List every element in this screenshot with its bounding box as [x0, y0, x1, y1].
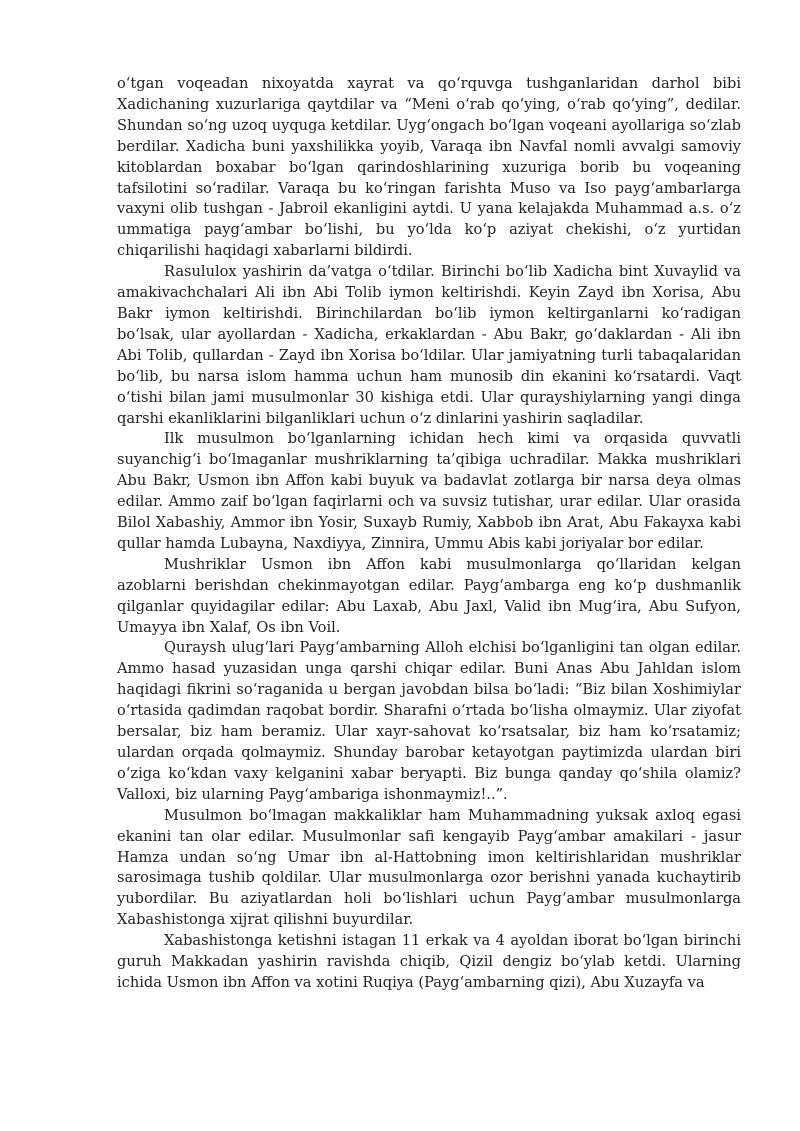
- paragraph-6: Musulmon bo‘lmagan makkaliklar ham Muhammadning yuksak axloq egasi ekanini tan olar edilar. Musulmonlar safi kengayib Payg‘ambar amakilari - jasur Hamza undan so‘ng Umar ibn al-Hattobning imon keltirishlaridan mushriklar sarosimaga tushib qoldilar. Ular musulmonlarga ozor berishni yanada kuchaytirib yubordilar. Bu aziyatlardan holi bo‘lishlari uchun Payg‘ambar musulmonlarga Xabashistonga xijrat qilishni buyurdilar.: [117, 806, 741, 929]
- paragraph-3: Ilk musulmon bo‘lganlarning ichidan hech kimi va orqasida quvvatli suyanchig‘i bo‘lmaganlar mushriklarning ta’qibiga uchradilar. Makka mushriklari Abu Bakr, Usmon ibn Affon kabi buyuk va badavlat zotlarga bir narsa deya olmas edilar. Ammo zaif bo‘lgan faqirlarni och va suvsiz tutishar, urar edilar. Ular orasida Bilol Xabashiy, Ammor ibn Yosir, Suxayb Rumiy, Xabbob ibn Arat, Abu Fakayxa kabi qullar hamda Lubayna, Naxdiyya, Zinnira, Ummu Abis kabi joriyalar bor edilar.: [117, 430, 741, 552]
- body-text: [117, 74, 741, 994]
- paragraph-5: Quraysh ulug‘lari Payg‘ambarning Alloh elchisi bo‘lganligini tan olgan edilar. Ammo hasad yuzasidan unga qarshi chiqar edilar. Buni Anas Abu Jahldan islom haqidagi fikrini so‘raganida u bergan javobdan bilsa bo‘ladi: “Biz bilan Xoshimiylar o‘rtasida qadimdan raqobat bordir. Sharafni o‘rtada bo‘lisha olmaymiz. Ular ziyofat bersalar, biz ham beramiz. Ular xayr-sahovat ko‘rsatsalar, biz ham ko‘rsatamiz; ulardan orqada qolmaymiz. Shunday barobar ketayotgan paytimizda ulardan biri o‘ziga ko‘kdan vaxy kelganini xabar beryapti. Biz bunga qanday qo‘shila olamiz? Valloxi, biz ularning Payg‘ambariga ishonmaymiz!..”.: [117, 639, 741, 803]
- paragraph-1: o‘tgan voqeadan nixoyatda xayrat va qo‘rquvga tushganlaridan darhol bibi Xadichaning xuzurlariga qaytdilar va “Meni o‘rab qo‘ying, o‘rab qo‘ying”, dedilar. Shundan so‘ng uzoq uyquga ketdilar. Uyg‘ongach bo‘lgan voqeani ayollariga so‘zlab berdilar. Xadicha buni yaxshilikka yoyib, Varaqa ibn Navfal nomli avvalgi samoviy kitoblardan boxabar bo‘lgan qarindoshlarining xuzuriga borib bu voqeaning tafsilotini so‘radilar. Varaqa bu ko‘ringan farishta Muso va Iso payg‘ambarlarga vaxyni olib tushgan - Jabroil ekanligini aytdi. U yana kelajakda Muhammad a.s. o‘z ummatiga payg‘ambar bo‘lishi, bu yo‘lda ko‘p aziyat chekishi, o‘z yurtidan chiqarilishi haqidagi xabarlarni bildirdi.: [117, 75, 741, 260]
- paragraph-4: Mushriklar Usmon ibn Affon kabi musulmonlarga qo‘llaridan kelgan azoblarni berishdan chekinmayotgan edilar. Payg‘ambarga eng ko‘p dushmanlik qilganlar quyidagilar edilar: Abu Laxab, Abu Jaxl, Valid ibn Mug‘ira, Abu Sufyon, Umayya ibn Xalaf, Os ibn Voil.: [117, 555, 741, 636]
- paragraph-7: Xabashistonga ketishni istagan 11 erkak va 4 ayoldan iborat bo‘lgan birinchi guruh Makkadan yashirin ravishda chiqib, Qizil dengiz bo‘ylab ketdi. Ularning ichida Usmon ibn Affon va xotini Ruqiya (Payg‘ambarning qizi), Abu Xuzayfa va: [117, 932, 741, 991]
- paragraph-2: Rasululox yashirin da’vatga o‘tdilar. Birinchi bo‘lib Xadicha bint Xuvaylid va amakivachchalari Ali ibn Abi Tolib iymon keltirishdi. Keyin Zayd ibn Xorisa, Abu Bakr iymon keltirishdi. Birinchilardan bo‘lib iymon keltirganlarni ko‘radigan bo‘lsak, ular ayollardan - Xadicha, erkaklardan - Abu Bakr, go‘daklardan - Ali ibn Abi Tolib, qullardan - Zayd ibn Xorisa bo‘ldilar. Ular jamiyatning turli tabaqalaridan bo‘lib, bu narsa islom hamma uchun ham munosib din ekanini ko‘rsatardi. Vaqt o‘tishi bilan jami musulmonlar 30 kishiga etdi. Ular qurayshiylarning yangi dinga qarshi ekanliklarini bilganliklari uchun o‘z dinlarini yashirin saqladilar.: [117, 263, 741, 427]
